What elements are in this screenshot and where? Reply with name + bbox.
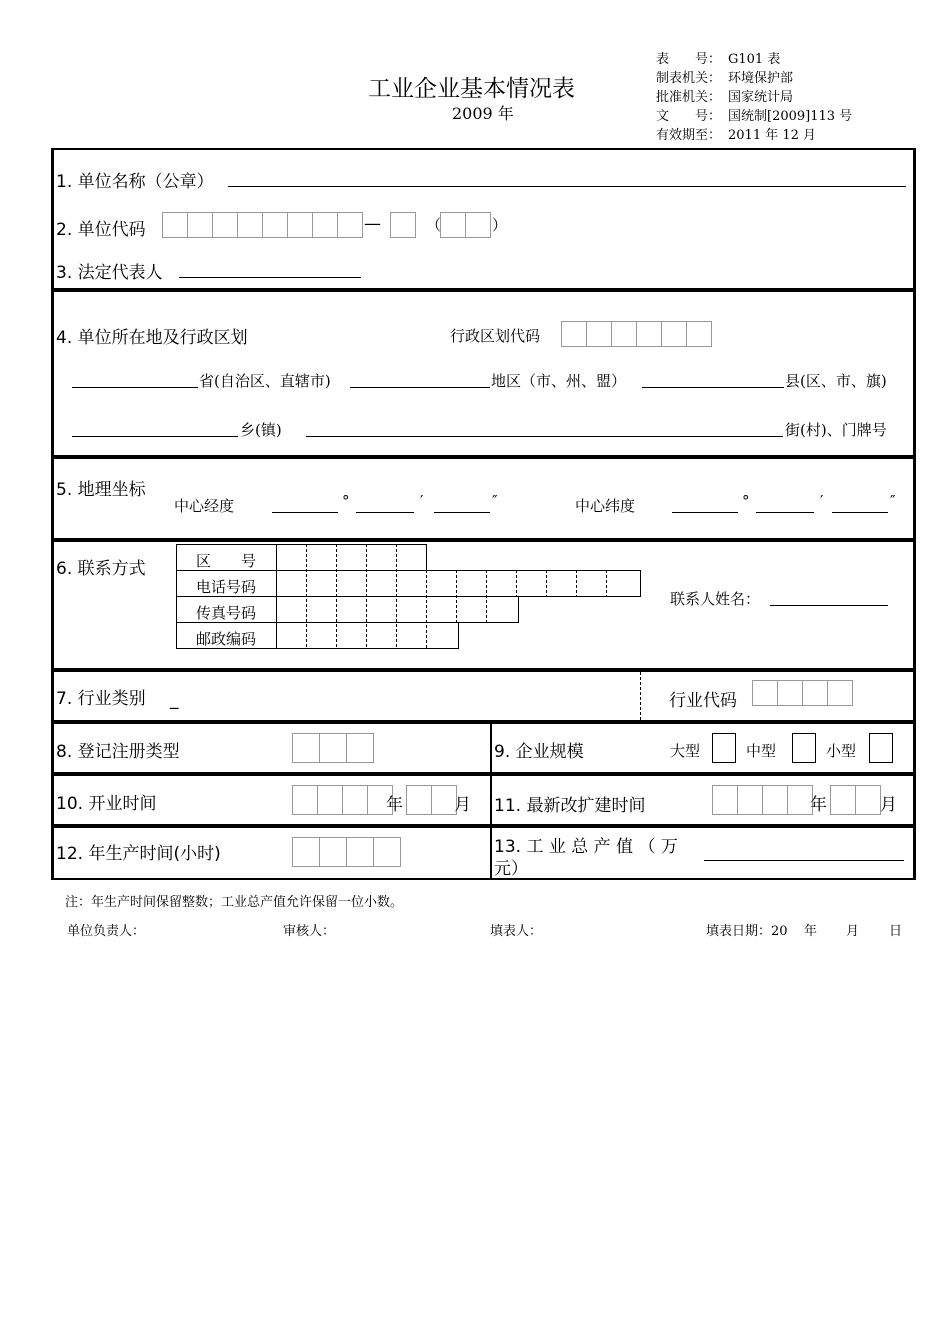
expansion-year-unit: 年 (810, 795, 827, 815)
location-label: 4. 单位所在地及行政区划 (56, 328, 248, 348)
legal-rep-field[interactable] (179, 277, 361, 278)
longitude-sec-field[interactable] (434, 512, 490, 513)
deg-symbol: ° (342, 492, 350, 510)
sec-symbol: ″ (890, 492, 896, 510)
reviewer-label: 审核人： (283, 924, 336, 939)
section-contact (51, 540, 916, 670)
output-value-label-1: 13. 工 业 总 产 值 （ 万 (494, 837, 678, 857)
unit-head-label: 单位负责人： (67, 924, 146, 939)
meta-issuer: 制表机关： 环境保护部 (656, 71, 794, 86)
meta-doc-number: 文 号： 国统制[2009]113 号 (656, 109, 853, 124)
section-industry (51, 670, 916, 722)
division-code-label: 行政区划代码 (450, 327, 541, 345)
scale-small-label: 小型 (826, 742, 857, 760)
latitude-label: 中心纬度 (575, 497, 636, 515)
unit-name-field[interactable] (228, 186, 906, 187)
town-label: 乡(镇) (240, 421, 282, 439)
legal-rep-label: 3. 法定代表人 (56, 263, 163, 283)
unit-code-extra-boxes[interactable] (440, 212, 491, 238)
district-label: 地区（市、州、盟） (491, 372, 627, 390)
unit-code-boxes[interactable] (162, 212, 363, 238)
latitude-min-field[interactable] (756, 512, 814, 513)
scale-large-checkbox[interactable] (712, 733, 736, 763)
row-8-9-divider (490, 724, 492, 772)
form-title: 工业企业基本情况表 (368, 76, 575, 102)
meta-valid-until: 有效期至： 2011 年 12 月 (656, 128, 817, 143)
town-field[interactable] (72, 436, 238, 437)
expansion-month-boxes[interactable] (830, 785, 881, 815)
contact-name-label: 联系人姓名： (670, 590, 761, 608)
postal-label: 邮政编码 (196, 630, 257, 648)
deg-symbol: ° (742, 492, 750, 510)
sec-symbol: ″ (492, 492, 498, 510)
section-unit-info (51, 148, 916, 290)
opening-time-label: 10. 开业时间 (56, 794, 157, 814)
industry-code-boxes[interactable] (752, 680, 853, 706)
expansion-year-boxes[interactable] (712, 785, 813, 815)
area-code-label: 区 号 (196, 552, 257, 570)
contact-name-field[interactable] (770, 605, 888, 606)
registration-type-label: 8. 登记注册类型 (56, 742, 180, 762)
coordinates-label: 5. 地理坐标 (56, 480, 146, 500)
street-label: 街(村)、门牌号 (785, 421, 887, 439)
min-symbol: ′ (820, 492, 824, 510)
unit-code-dash: — (364, 214, 381, 234)
output-value-label-2: 元） (494, 859, 528, 879)
street-field[interactable] (306, 436, 783, 437)
output-value-field[interactable] (704, 860, 904, 861)
section-row-12-13 (51, 826, 916, 880)
annual-hours-boxes[interactable] (292, 837, 401, 867)
fill-date-label: 填表日期：20 (706, 924, 788, 939)
opening-year-unit: 年 (386, 795, 403, 815)
contact-label: 6. 联系方式 (56, 559, 146, 579)
longitude-min-field[interactable] (356, 512, 414, 513)
division-code-boxes[interactable] (561, 321, 712, 347)
expansion-time-label: 11. 最新改扩建时间 (494, 796, 646, 816)
scale-small-checkbox[interactable] (869, 733, 893, 763)
opening-month-unit: 月 (454, 795, 471, 815)
phone-label: 电话号码 (196, 578, 257, 596)
opening-month-boxes[interactable] (406, 785, 457, 815)
longitude-deg-field[interactable] (272, 512, 338, 513)
scale-large-label: 大型 (670, 742, 701, 760)
paren-close: ） (492, 216, 508, 234)
county-label: 县(区、市、旗) (785, 372, 887, 390)
fill-date-month: 月 (846, 924, 860, 939)
unit-code-check-box[interactable] (390, 212, 416, 238)
footer-note: 注：年生产时间保留整数；工业总产值允许保留一位小数。 (65, 895, 404, 910)
industry-divider (640, 672, 641, 720)
fill-date-year: 年 (804, 924, 818, 939)
latitude-deg-field[interactable] (672, 512, 738, 513)
annual-hours-label: 12. 年生产时间(小时) (56, 844, 221, 864)
paren-open: （ (426, 216, 442, 234)
province-field[interactable] (72, 387, 198, 388)
row-10-11-divider (490, 776, 492, 824)
scale-medium-checkbox[interactable] (792, 733, 816, 763)
enterprise-scale-label: 9. 企业规模 (494, 742, 584, 762)
unit-code-label: 2. 单位代码 (56, 220, 146, 240)
fax-label: 传真号码 (196, 604, 257, 622)
min-symbol: ′ (420, 492, 424, 510)
meta-form-number: 表 号： G101 表 (656, 52, 781, 67)
scale-medium-label: 中型 (746, 742, 777, 760)
industry-blank[interactable]: _ (170, 690, 179, 710)
section-row-8-9 (51, 722, 916, 774)
section-coordinates (51, 457, 916, 540)
latitude-sec-field[interactable] (832, 512, 888, 513)
opening-year-boxes[interactable] (292, 785, 393, 815)
longitude-label: 中心经度 (174, 497, 235, 515)
district-field[interactable] (350, 387, 490, 388)
industry-label: 7. 行业类别 (56, 689, 146, 709)
industry-code-label: 行业代码 (669, 691, 737, 711)
registration-type-boxes[interactable] (292, 733, 374, 763)
county-field[interactable] (642, 387, 784, 388)
filler-label: 填表人： (490, 924, 543, 939)
province-label: 省(自治区、直辖市) (199, 372, 331, 390)
section-row-10-11 (51, 774, 916, 826)
section-location (51, 290, 916, 457)
row-12-13-divider (490, 828, 492, 878)
meta-approver: 批准机关： 国家统计局 (656, 90, 794, 105)
expansion-month-unit: 月 (880, 795, 897, 815)
form-year: 2009 年 (452, 104, 514, 123)
unit-name-label: 1. 单位名称（公章） (56, 172, 214, 192)
fill-date-day: 日 (889, 924, 903, 939)
